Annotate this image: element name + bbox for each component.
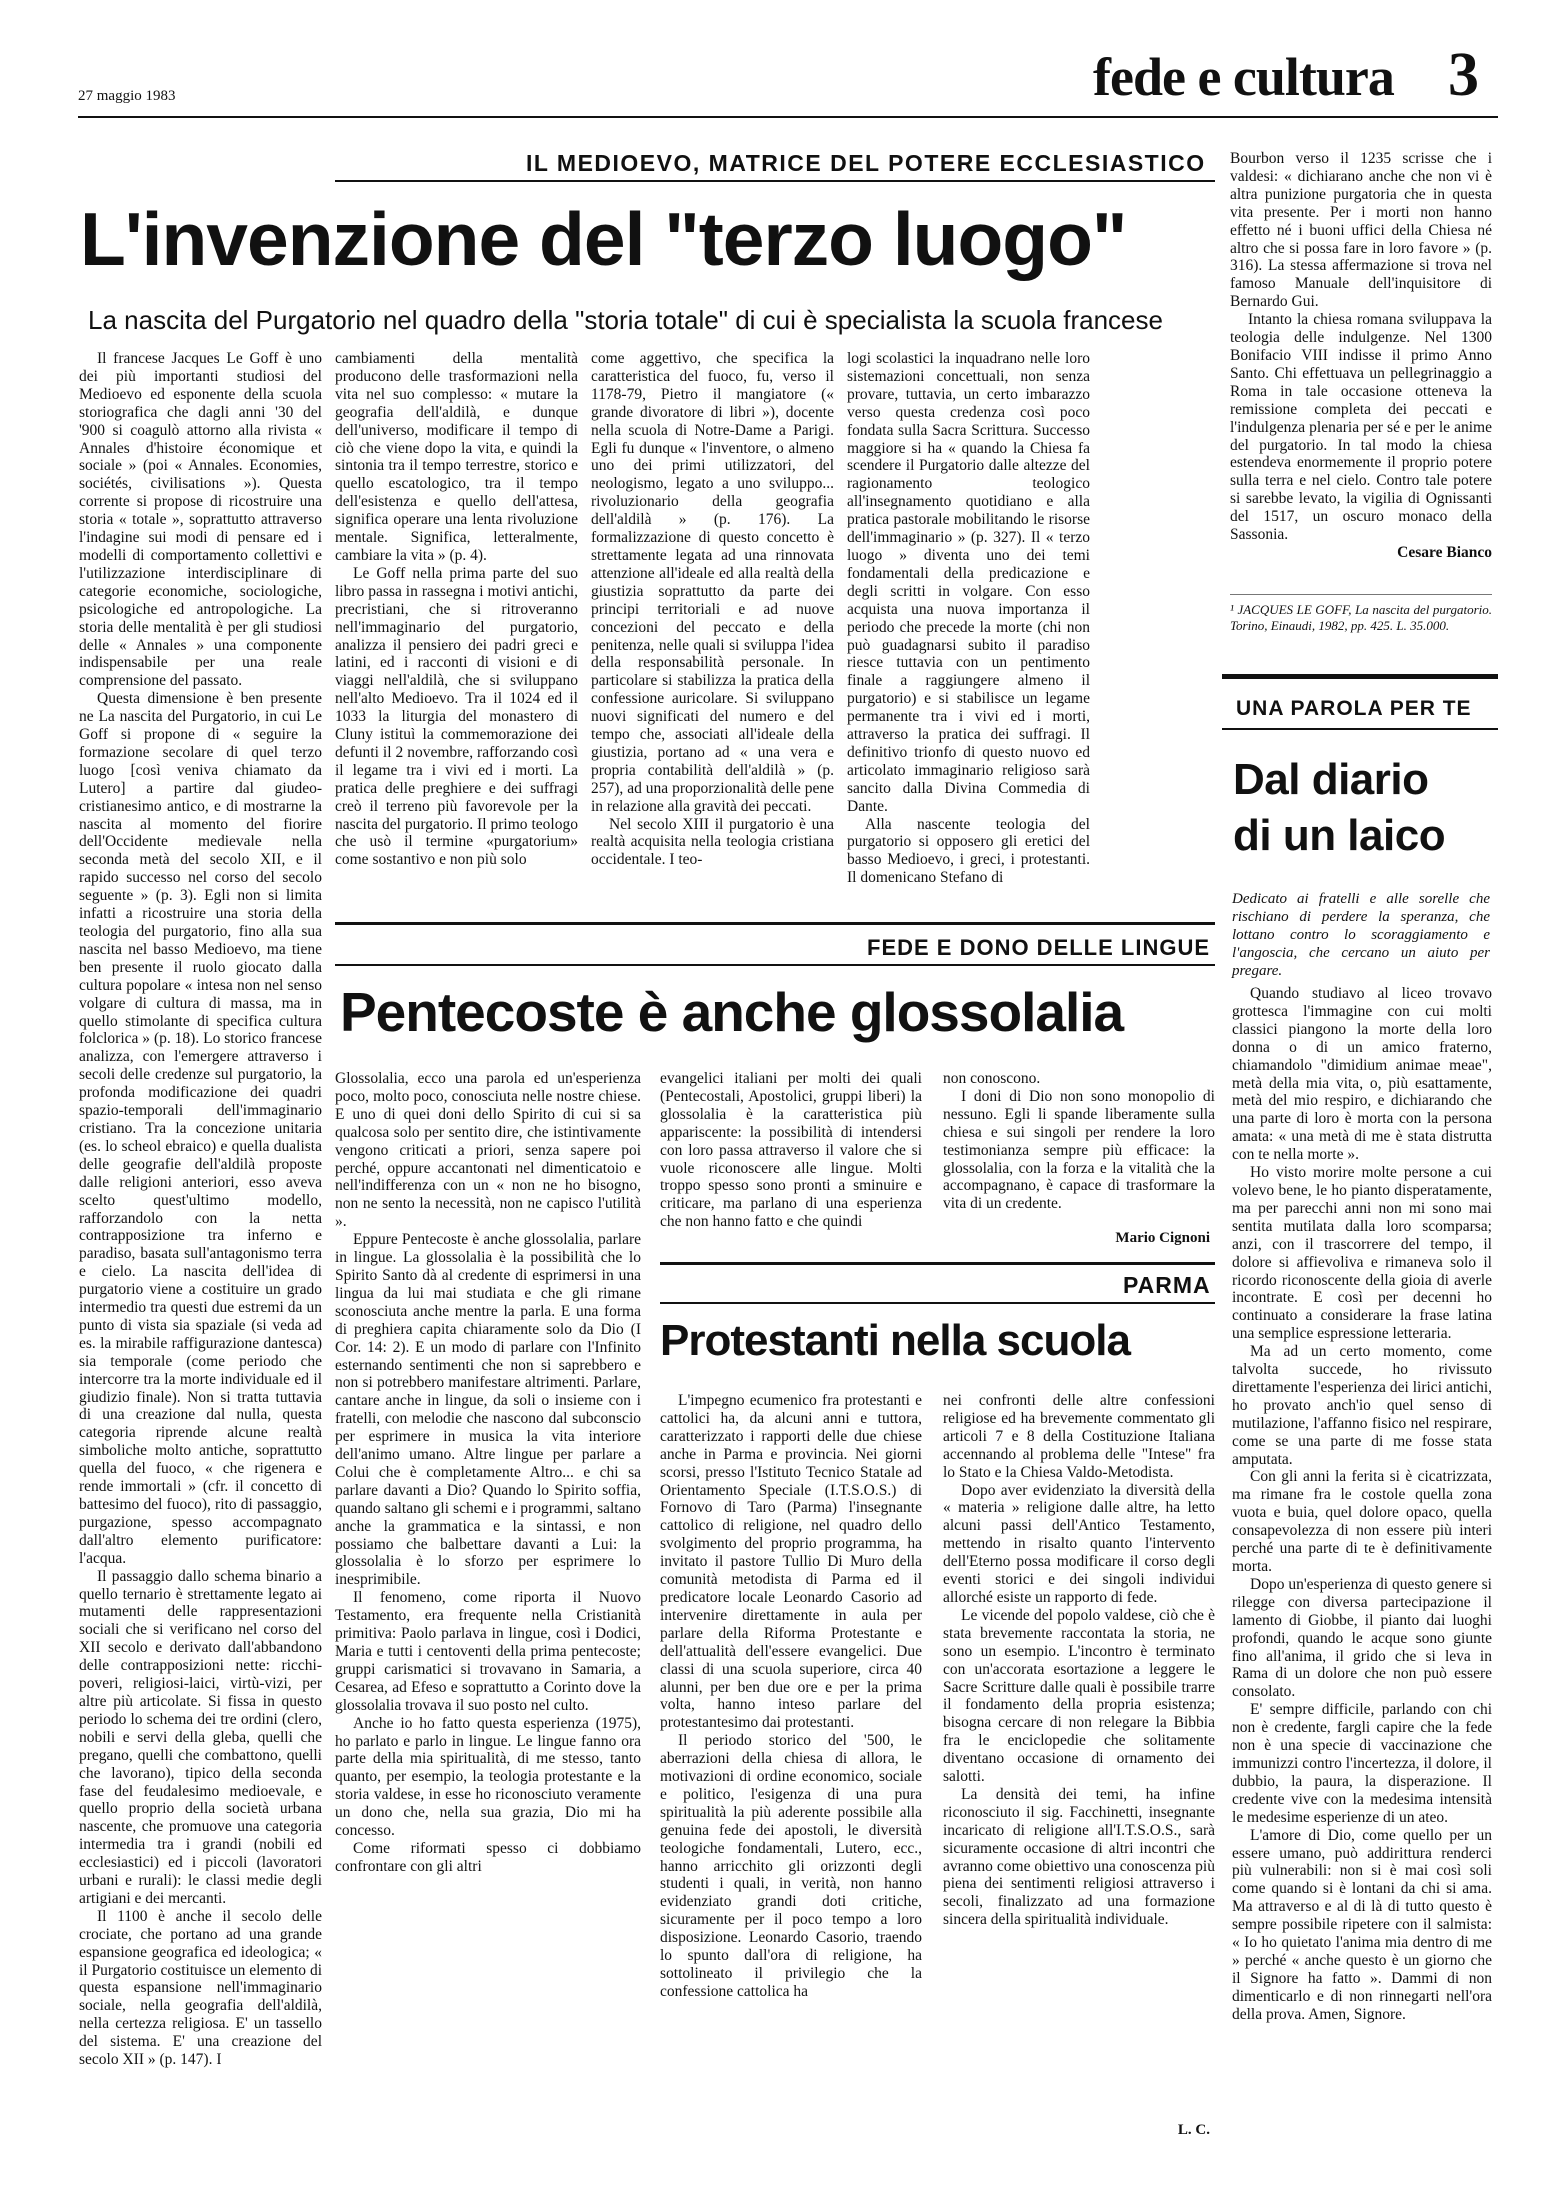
paragraph: nei confronti delle altre confessioni religiose ed ha brevemente commentato gli articoli 7 e 8 della Costituzione Italiana accennando al problema delle "Intese" fra lo Stato e la Chiesa Valdo-Metodista. — [943, 1392, 1215, 1481]
paragraph: Dopo aver evidenziato la diversità della « materia » religione dalle altre, ha letto alcuni passi dell'Antico Testamento, mettendo in risalto quanto l'intervento dell'Eterno possa modificare il corso degli eventi storici e dei singoli individui allorché esiste un rapporto di fede. — [943, 1481, 1215, 1606]
author-signature: L. C. — [1177, 2122, 1210, 2138]
page-number: 3 — [1448, 41, 1479, 109]
paragraph: Anche io ho fatto questa esperienza (1975), ho parlato e parlo in lingue. Le lingue fanno ora parte della mia spiritualità, di me stesso, tanto quanto, per esempio, la teologia protestante e la storia valdese, in esse ho riconosciuto veramente un dono che, nella sua grazia, Dio mi ha concesso. — [335, 1714, 641, 1840]
article-column-1 — [660, 1392, 922, 2152]
article-column-2 — [943, 1392, 1215, 2112]
paragraph: Con gli anni la ferita si è cicatrizzata, ma rimane fra le costole quella zona vuota e buia, quel dolore opaco, quella consapevolezza di non essere più interi perché una parte di te è definitivamente morta. — [1232, 1468, 1492, 1575]
paragraph: Le vicende del popolo valdese, ciò che è stata brevemente raccontata la storia, ne sono un esempio. L'incontro è terminato con un'accorata esortazione a leggere le Sacre Scritture dalle quali è possibile trarre il fondamento della propria esistenza; bisogna cercare di non relegare la Bibbia fra le enciclopedie che solitamente diventano occasione di ornamento dei salotti. — [943, 1606, 1215, 1786]
paragraph: Ma ad un certo momento, come talvolta succede, ho rivissuto direttamente l'esperienza dei lirici antichi, ho provato anch'io quel senso di mutilazione, l'affanno fisico nel respirare, come se una parte di me fosse stata amputata. — [1232, 1343, 1492, 1468]
paragraph: Questa dimensione è ben presente ne La nascita del Purgatorio, in cui Le Goff si propone di « seguire la formazione secolare di quel terzo luogo [così veniva chiamato da Lutero] a partire dal giudeo-cristianesimo antico, e di mostrarne la nascita al momento del fiorire dell'Occidente medievale nella seconda metà del secolo XII, e il rapido successo nel corso del secolo seguente » (p. 3). Egli non si limita infatti a ricostruire una storia della teologia del purgatorio, fino alla sua nascita nel basso Medioevo, ma tiene ben presente il ruolo giocato dalla cultura popolare « intesa non nel senso volgare di cultura di massa, ma in quello stimolante di specifica cultura folclorica » (p. 18). Lo storico francese analizza, con l'emergere attraverso i secoli delle credenze sul purgatorio, la profonda modificazione dei quadri spazio-temporali dell'immaginario cristiano. Tra la concezione unitaria (es. lo scheol ebraico) e quella dualista delle geografie dell'aldilà proposte dalle religioni anteriori, esso aveva scelto quest'ultimo modello, rafforzandolo con la netta contrapposizione tra inferno e paradiso, basata sull'antagonismo terra e cielo. La nascita dell'idea di purgatorio viene a costituire un grado intermedio tra questi due estremi da un punto di vista sia spaziale (si veda ad es. la mirabile raffigurazione dantesca) sia temporale (come periodo che intercorre tra la morte individuale ed il giudizio finale). Non si tratta tuttavia di una creazione dal nulla, questa categoria riprende alcune realtà simboliche molto antiche, soprattutto quella del fuoco, « che rigenera e rende immortali » (cfr. il concetto di battesimo del fuoco), rito di passaggio, purgazione, spesso accompagnato dall'altro elemento purificatore: l'acqua. — [79, 690, 322, 1567]
paragraph: E' sempre difficile, parlando con chi non è credente, fargli capire che la fede non è una specie di vaccinazione che immunizzi contro l'incertezza, il dolore, il dubbio, la paura, la disperazione. Il credente vive con la medesima intensità le medesime esperienze di un ateo. — [1232, 1701, 1492, 1826]
paragraph: Il 1100 è anche il secolo delle crociate, che portano ad una grande espansione geografica ed ideologica; « il Purgatorio costituisce un elemento di questa espansione nell'immaginario sociale, nella geografia dell'aldilà, nella certezza religiosa. E' un tassello del sistema. E' una creazione del secolo XII » (p. 147). I — [79, 1907, 322, 2069]
author-signature: Mario Cignoni — [1115, 1230, 1210, 1246]
paragraph: Il periodo storico del '500, le aberrazioni della chiesa di allora, le motivazioni di ordine economico, sociale e politico, l'esigenza di una pura spiritualità la più aderente possibile alla genuina fede dei apostoli, le diversità teologiche fondamentali, Lutero, ecc., hanno arricchito gli orizzonti degli studenti i quali, in verità, non hanno evidenziato grandi doti critiche, sicuramente per il poco tempo a loro disposizione. Leonardo Casorio, traendo lo spunto dall'ora di religione, ha sottolineato il privilegio che la confessione cattolica ha — [660, 1732, 922, 2000]
kicker-rule — [660, 1302, 1215, 1304]
article-body — [1232, 985, 1492, 2135]
article-title: Pentecoste è anche glossolalia — [340, 981, 1124, 1043]
article-column-5 — [1230, 150, 1492, 592]
paragraph: L'impegno ecumenico fra protestanti e cattolici ha, da alcuni anni e tuttora, caratterizzato i rapporti delle due chiese anche in Parma e provincia. Nei giorni scorsi, presso l'Istituto Tecnico Statale ad Orientamento Speciale (I.T.S.O.S.) di Fornovo di Taro (Parma) l'insegnante cattolico di religione, nel quadro dello svolgimento del proprio programma, ha invitato il pastore Tullio Di Muro della comunità metodista di Parma ed il predicatore locale Leonardo Casorio ad intervenire direttamente in aula per parlare della Riforma Protestante e dell'attualità dell'essere evangelici. Due classi di una scuola superiore, circa 40 alunni, per ben due ore e per la prima volta, hanno inteso parlare del protestantesimo dai protestanti. — [660, 1392, 922, 1732]
paragraph: Dopo un'esperienza di questo genere si rilegge con diversa partecipazione il lamento di Giobbe, il pianto dai luoghi profondi, quando le acque sono giunte fino all'anima, il grido che si leva in Rama di un dolore che non può essere consolato. — [1232, 1575, 1492, 1701]
article-column-2 — [660, 1070, 922, 1250]
paragraph: Il francese Jacques Le Goff è uno dei più importanti studiosi del Medioevo ed esponente della scuola storiografica che dagli anni '30 del '900 si coagulò attorno alla rivista « Annales d'histoire économique et sociale » (poi « Annales. Economies, sociétés, civilisations »). Questa corrente si propose di ricostruire una storia « totale », soprattutto attraverso l'indagine sui modi di pensare ed i modelli di comportamento collettivi e l'utilizzazione interdisciplinare di categorie economiche, sociologiche, psicologiche ed antropologiche. La storia delle mentalità è per gli studiosi delle « Annales » una componente indispensabile per una reale comprensione del passato. — [79, 350, 322, 690]
paragraph: come aggettivo, che specifica la caratteristica del fuoco, fu, verso il 1178-79, Pietro il mangiatore (« grande divoratore di libri »), docente nella scuola di Notre-Dame a Parigi. Egli fu dunque « l'inventore, o almeno uno dei primi utilizzatori, del neologismo, legato a uno sviluppo... rivoluzionario della geografia dell'aldilà » (p. 176). La formalizzazione di questo concetto è strettamente legata ad una rinnovata attenzione all'ideale ed alla realtà della giustizia soprattutto da parte dei principi territoriali e ad nuove concezioni del peccato e della penitenza, nelle quali si sviluppa l'idea della responsabilità personale. In particolare si stabilizza la pratica della confessione auricolare. Si sviluppano nuovi significati del numero e del tempo che, associati all'ideale della giustizia, portano ad « una vera e propria contabilità dell'aldilà » (p. 257), ad una proporzionalità delle pene in relazione alla gravità dei peccati. — [591, 350, 834, 815]
section-title: fede e cultura — [1093, 47, 1394, 107]
article-title: L'invenzione del "terzo luogo" — [80, 197, 1127, 281]
page-date: 27 maggio 1983 — [78, 88, 176, 104]
article-column-1 — [335, 1070, 641, 2160]
section-rule — [335, 922, 1215, 925]
paragraph: cambiamenti della mentalità producono delle trasformazioni nella vita nel suo complesso: « mutare la geografia dell'aldilà, e dunque dell'universo, modificare il tempo di ciò che viene dopo la vita, e quindi la sintonia tra il tempo terrestre, storico e quello escatologico, tra il tempo dell'esistenza e quello dell'attesa, significa operare una lenta rivoluzione mentale. Significa, letteralmente, cambiare la vita » (p. 4). — [335, 350, 578, 564]
section-rule — [660, 1262, 1215, 1265]
paragraph: Come riformati spesso ci dobbiamo confrontare con gli altri — [335, 1839, 641, 1875]
paragraph: La densità dei temi, ha infine riconosciuto il sig. Facchinetti, insegnante incaricato di religione all'I.T.S.O.S., sarà sicuramente occasione di altri incontri che avranno come obiettivo una conoscenza più piena dei sentimenti religiosi attraverso i secoli, finalizzato ad una formazione sincera della spiritualità individuale. — [943, 1785, 1215, 1929]
paragraph: Quando studiavo al liceo trovavo grottesca l'immagine con cui molti classici piangono la morte della loro donna o di un amico fraterno, chiamandolo "dimidium animae meae", metà della mia vita, o, più esattamente, metà del mio respiro, e dichiarando che una parte di loro è morta con la persona amata: « una metà di me è stata distrutta con te nella morte ». — [1232, 985, 1492, 1164]
paragraph: Il passaggio dallo schema binario a quello ternario è strettamente legato ai mutamenti delle rappresentazioni sociali che si verificano nel corso del XII secolo e derivato dall'abbandono delle contrapposizioni nette: ricchi-poveri, religiosi-laici, virtù-vizi, per altre più articolate. Si fissa in questo periodo lo schema dei tre ordini (clero, nobili e servi della gleba, quelli che pregano, quelli che combattono, quelli che lavorano), tipico della seconda fase del feudalesimo medioevale, e quello proprio della società urbana nascente, che promuove una categoria intermedia tra i grandi (nobili ed ecclesiastici) ed i piccoli (lavoratori urbani e rurali): le classi medie degli artigiani e dei mercanti. — [79, 1567, 322, 1907]
kicker-rule — [1222, 728, 1498, 730]
article-kicker: PARMA — [1123, 1272, 1211, 1298]
paragraph: Intanto la chiesa romana sviluppava la teologia delle indulgenze. Nel 1300 Bonifacio VIII indisse il primo Anno Santo. Chi effettuava un pellegrinaggio a Roma in tale occasione otteneva la remissione completa dei peccati e l'indulgenza plenaria per sé e per le anime del purgatorio. In tal modo la chiesa estendeva enormemente il proprio potere sulla terra e nel cielo. Contro tale potere si sarebbe levato, la vigilia di Ognissanti del 1517, un oscuro monaco della Sassonia. — [1230, 311, 1492, 544]
article-kicker: IL MEDIOEVO, MATRICE DEL POTERE ECCLESIASTICO — [526, 150, 1206, 176]
paragraph: Le Goff nella prima parte del suo libro passa in rassegna i motivi antichi, precristiani, che si ritroveranno nell'immaginario del purgatorio, analizza il pensiero dei padri greci e latini, ed i racconti di visioni e di viaggi nell'aldilà, che si sviluppano nell'alto Medioevo. Tra il 1024 ed il 1033 la liturgia del monastero di Cluny istituì la commemorazione dei defunti il 2 novembre, rafforzando così il legame tra i vivi ed i morti. La pratica delle preghiere e dei suffragi creò il terreno più favorevole per la nascita del purgatorio. Il primo teologo che usò il termine «purgatorium» come sostantivo e non più solo — [335, 564, 578, 869]
kicker-rule — [335, 180, 1215, 182]
column-rule — [1222, 674, 1498, 679]
paragraph: I doni di Dio non sono monopolio di nessuno. Egli li spande liberamente sulla chiesa e sui singoli per rendere la loro testimonianza sempre più efficace: la glossolalia, con la forza e la vitalità che la accompagnano, è capace di trasformare la vita di un credente. — [943, 1087, 1215, 1213]
paragraph: Ho visto morire molte persone a cui volevo bene, le ho pianto disperatamente, ma per parecchi anni non mi sono mai sentita mutilata dalla loro scomparsa; anzi, con il trascorrere del tempo, il dolore si affievoliva e rimaneva solo il ricordo riconoscente della gioia di averle incontrate. E così per decenni ho continuato a considerare la frase latina una semplice espressione letteraria. — [1232, 1164, 1492, 1343]
article-title: Dal diario di un laico — [1233, 755, 1446, 860]
section-kicker: UNA PAROLA PER TE — [1236, 697, 1472, 720]
paragraph: Il fenomeno, come riporta il Nuovo Testamento, era frequente nella Cristianità primitiva: Paolo parlava in lingue, così i Dodici, Maria e tutti i centoventi della prima pentecoste; gruppi carismatici si trovavano in Samaria, a Cesarea, ad Efeso e soprattutto a Corinto dove la glossolalia trovava il suo posto nel culto. — [335, 1589, 641, 1714]
paragraph: L'amore di Dio, come quello per un essere umano, può addirittura renderci più vulnerabili: non si è mai così soli come quando si è lontani da chi si ama. Ma attraverso e al di là di tutto questo è sempre possibile ripetere con il salmista: « Io ho quietato l'anima mia dentro di me » perché « anche questo è un giorno che il Signore ha fatto ». Dammi di non dimenticarlo e di non rinnegarti nell'ora della prova. Amen, Signore. — [1232, 1826, 1492, 2023]
paragraph: non conoscono. — [943, 1070, 1041, 1087]
article-column-1 — [79, 350, 322, 2160]
article-kicker: FEDE E DONO DELLE LINGUE — [867, 935, 1211, 960]
article-column-2 — [335, 350, 578, 895]
paragraph: Nel secolo XIII il purgatorio è una realtà acquisita nella teologia cristiana occidentale. I teo- — [591, 815, 834, 869]
paragraph: logi scolastici la inquadrano nelle loro sistemazioni concettuali, non senza provare, tuttavia, un certo imbarazzo verso questa credenza così poco fondata sulla Sacra Scrittura. Successo maggiore si ha « quando la Chiesa fa scendere il Purgatorio dalle altezze del ragionamento teologico all'insegnamento quotidiano e alla pratica pastorale mobilitando le risorse dell'immaginario » (p. 327). Il « terzo luogo » diventa uno dei temi fondamentali della predicazione e degli scritti in volgare. Con esso acquista una nuova importanza il periodo che precede la morte (chi non può guadagnarsi subito il paradiso riesce tuttavia con un pentimento finale a raggiungere almeno il purgatorio) e si stabilisce un legame permanente tra i vivi ed i morti, attraverso la pratica dei suffragi. Il definitivo trionfo di questo nuovo ed articolato immaginario religioso sarà sancito dalla Divina Commedia di Dante. — [847, 350, 1090, 815]
article-intro: Dedicato ai fratelli e alle sorelle che rischiano di perdere la speranza, che lottano contro lo scoraggiamento e l'angoscia, che cercano un aiuto per pregare. — [1232, 891, 1490, 979]
footnote: ¹ JACQUES LE GOFF, La nascita del purgatorio. Torino, Einaudi, 1982, pp. 425. L. 35.000. — [1230, 602, 1492, 633]
kicker-rule — [335, 964, 1215, 966]
paragraph: Glossolalia, ecco una parola ed un'esperienza poco, molto poco, conosciuta nelle nostre chiese. E uno di quei doni dello Spirito di cui si sa qualcosa solo per sentito dire, che istintivamente vengono criticati a priori, senza sapere poi perché, oppure accantonati nel dimenticatoio e nell'indifferenza con un « non ne ho bisogno, non ne sento la necessità, non ne capisco l'utilità ». — [335, 1070, 641, 1231]
paragraph: evangelici italiani per molti dei quali (Pentecostali, Apostolici, gruppi liberi) la glossolalia è la caratteristica più appariscente: la possibilità di intendersi con loro passa attraverso il valore che si vuole riconoscere alle lingue. Molti troppo spesso sono pronti a sminuire e criticare, ma parlano di una esperienza che non hanno fatto e che quindi — [660, 1070, 922, 1231]
header-rule — [78, 116, 1498, 118]
article-column-3 — [943, 1070, 1215, 1250]
article-column-3 — [591, 350, 834, 895]
author-signature: Cesare Bianco — [1397, 543, 1492, 561]
article-column-4 — [847, 350, 1090, 895]
paragraph: Eppure Pentecoste è anche glossolalia, parlare in lingue. La glossolalia è la possibilità che lo Spirito Santo dà al credente di esprimersi in una lingua da lui mai studiata e che gli rimane sconosciuta anche mentre la parla. E una forma di preghiera capita chiaramente solo da Dio (I Cor. 14: 2). E un modo di parlare con l'Infinito esternando sentimenti che non si saprebbero e non si potrebbero manifestare altrimenti. Parlare, cantare anche in lingue, da soli o insieme con i fratelli, con melodie che nascono dal subconscio per esprimere in musica la vita interiore dell'animo umano. Altre lingue per parlare a Colui che è completamente Altro... e chi sa parlare davanti a Dio? Quando lo Spirito soffia, quando saltano gli schemi e i programmi, saltano anche la grammatica e la sintassi, e non possiamo che balbettare davanti a Lui: la glossolalia è lo sforzo per esprimere lo inesprimibile. — [335, 1231, 641, 1589]
article-title: Protestanti nella scuola — [660, 1316, 1130, 1365]
article-subtitle: La nascita del Purgatorio nel quadro della "storia totale" di cui è specialista la scuola francese — [88, 305, 1163, 335]
paragraph: Bourbon verso il 1235 scrisse che i valdesi: « dichiarano anche che non vi è altra punizione purgatoria che in questa vita presente. Per i morti non hanno effetto né i buoni uffici della Chiesa né altro che si possa fare in loro favore » (p. 316). La stessa affermazione si trova nel famoso Manuale dell'inquisitore di Bernardo Gui. — [1230, 150, 1492, 311]
paragraph: Alla nascente teologia del purgatorio si opposero gli eretici del basso Medioevo, i greci, i protestanti. Il domenicano Stefano di — [847, 815, 1090, 887]
footnote-rule — [1230, 594, 1492, 595]
